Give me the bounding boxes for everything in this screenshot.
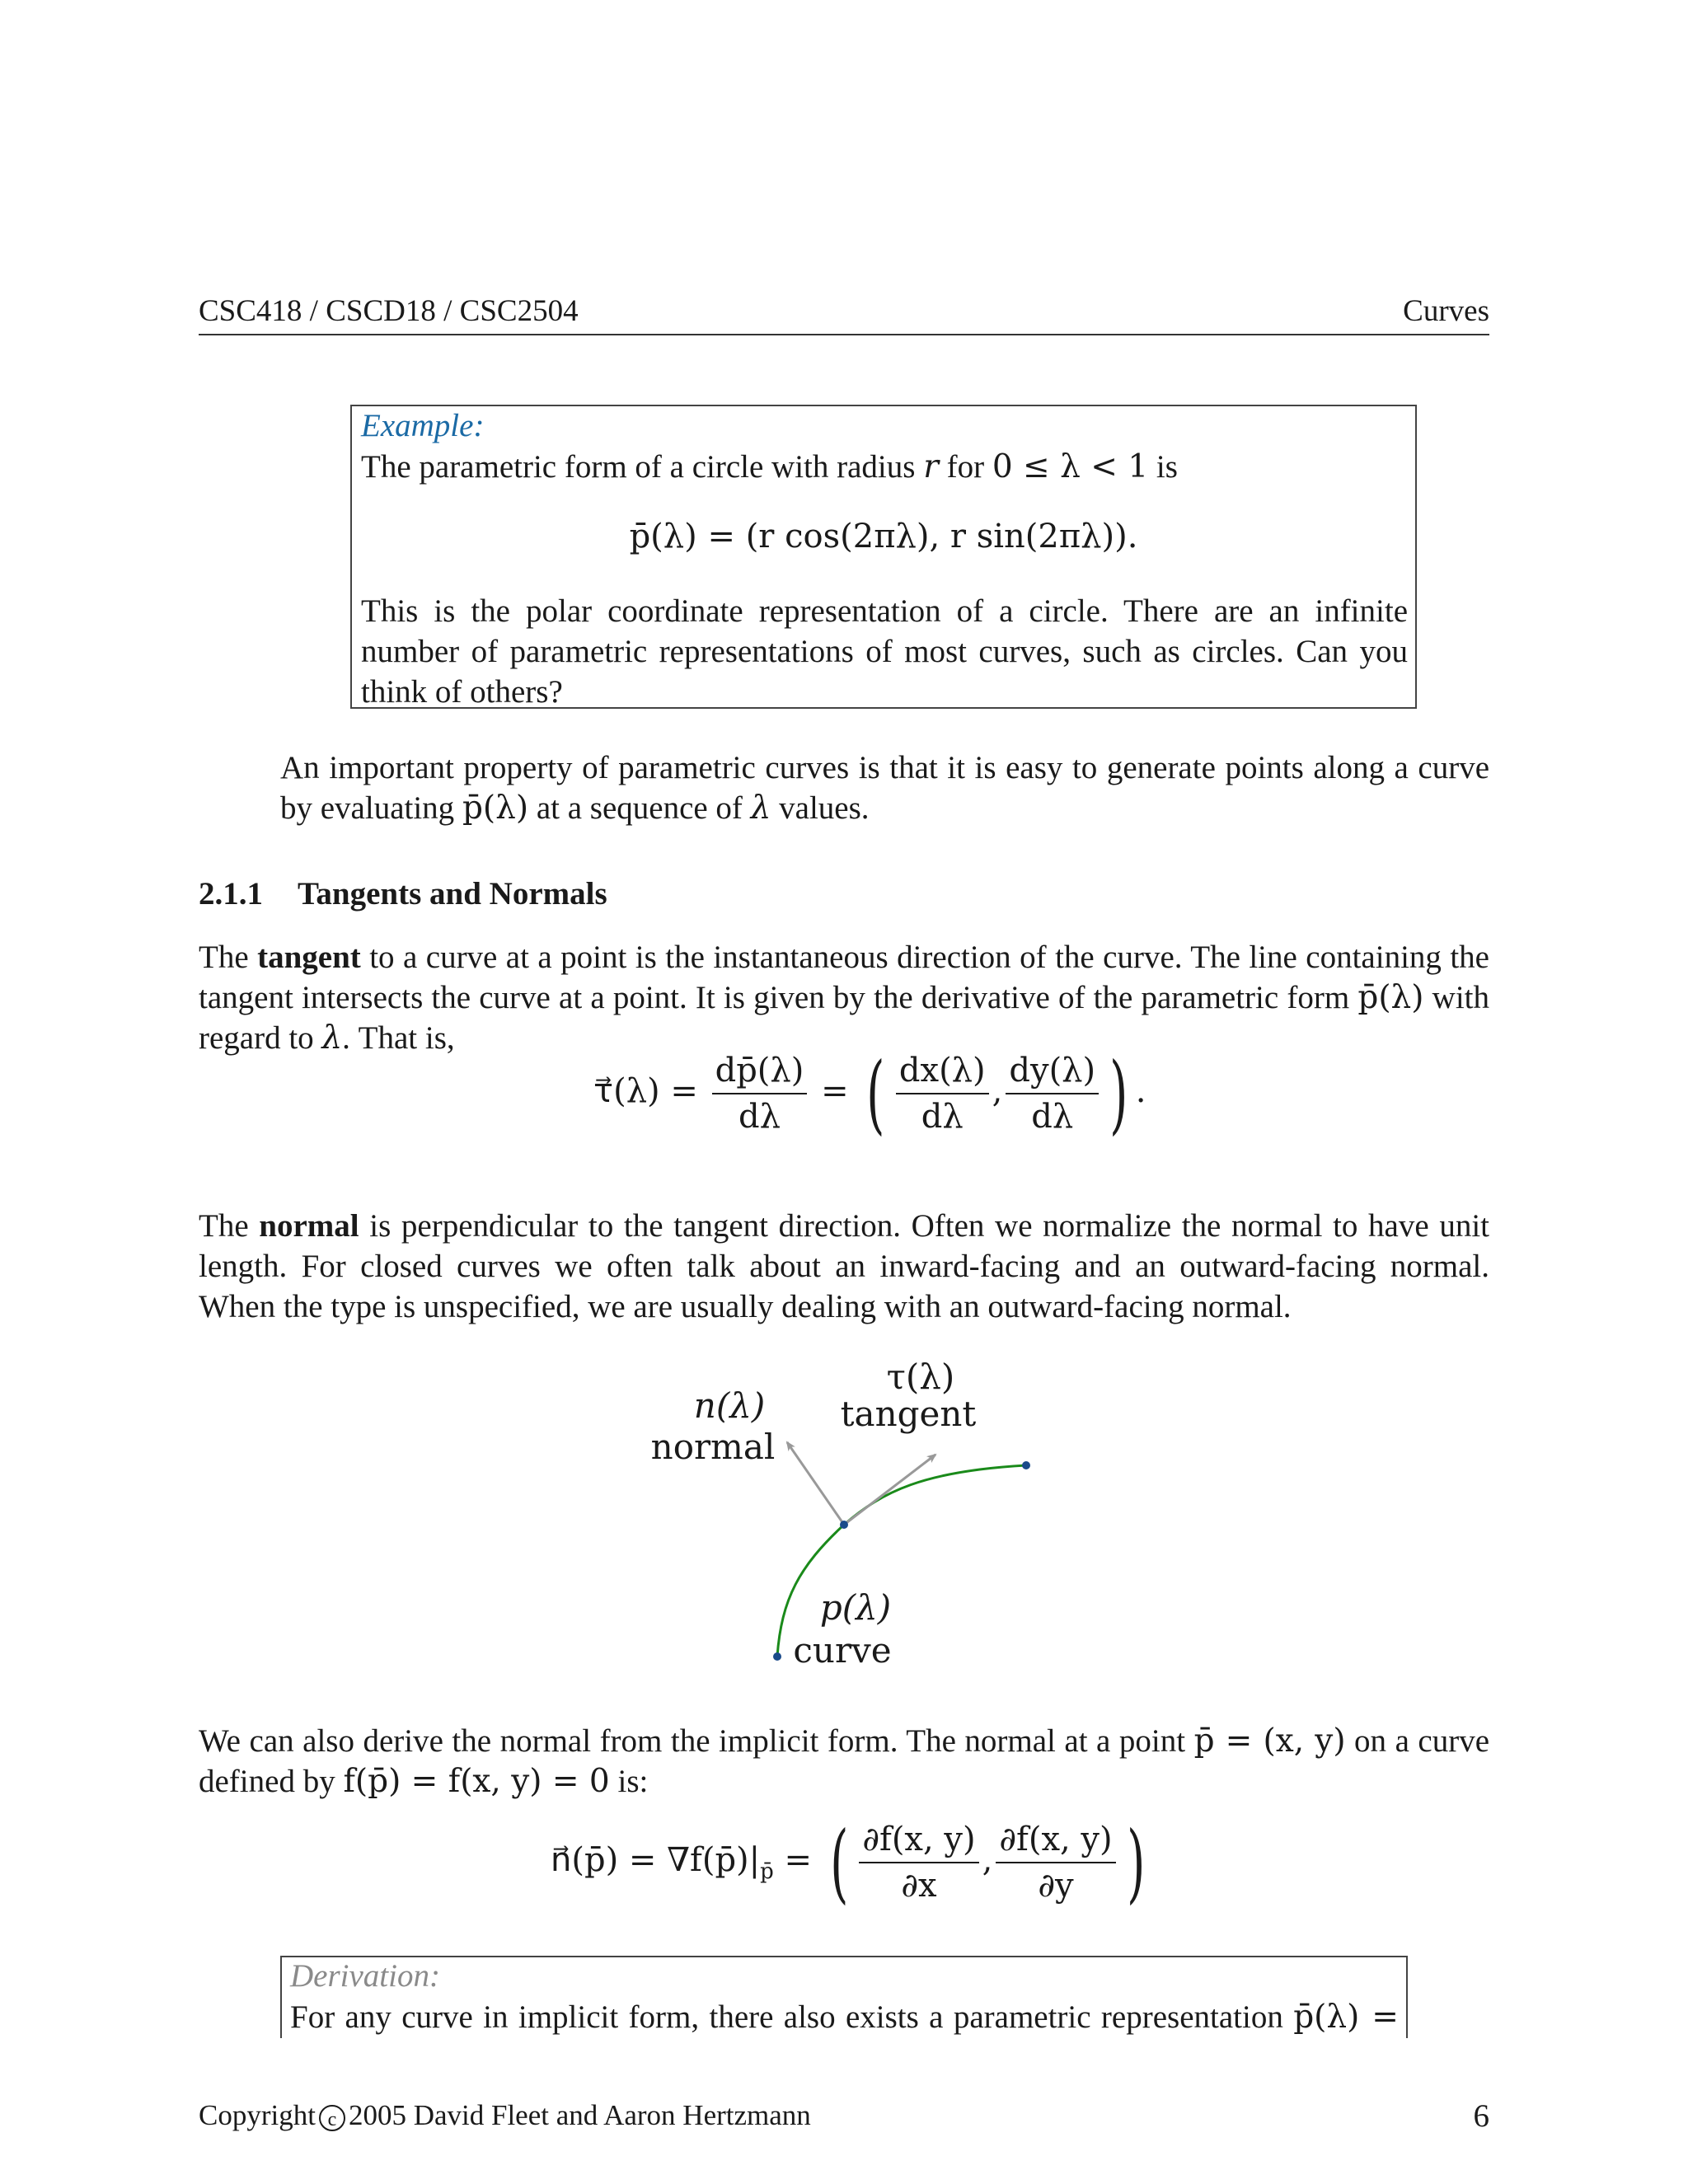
normal-eq-lhs: n⃗(p̄) = ∇f(p̄)|	[551, 1841, 761, 1879]
fraction-numerator: dy(λ)	[1006, 1052, 1099, 1094]
fraction-denominator: dλ	[921, 1098, 964, 1136]
radius-symbol: r	[923, 448, 939, 485]
circle-equation-text: p̄(λ) = (r cos(2πλ), r sin(2πλ)).	[629, 518, 1138, 555]
normal-label: normal	[650, 1427, 776, 1467]
right-paren: )	[1126, 1812, 1146, 1913]
text-segment: to a curve at a point is the instantaneous direction of the curve. The line containing the tangent intersects the curve at a point. It is given by the derivative of the parametric form	[199, 940, 1489, 1015]
curve-end-point	[1022, 1461, 1030, 1469]
gradient-normal-equation	[551, 1812, 1152, 1913]
tangent-eq-fraction-1	[712, 1052, 808, 1136]
fraction-denominator: dλ	[738, 1098, 781, 1136]
fraction-denominator: dλ	[1031, 1098, 1074, 1136]
circle-equation	[350, 517, 1417, 555]
fraction-numerator: dp̄(λ)	[712, 1052, 808, 1094]
section-heading	[199, 875, 607, 912]
example-intro-text-mid: for	[938, 449, 992, 485]
example-paragraph: This is the polar coordinate representation of a circle. There are an infinite number of parametric representations of most curves, such as circles. Can you think of others?	[361, 593, 1408, 710]
example-intro-text: The parametric form of a circle with radius	[361, 449, 924, 485]
header-rule	[199, 334, 1489, 335]
normal-eq-subscript: p̄	[760, 1859, 774, 1884]
running-header-chapter: Curves	[1403, 294, 1489, 328]
math-lambda: λ	[750, 790, 771, 827]
text-segment: We can also derive the normal from the implicit form. The normal at a point	[199, 1723, 1194, 1759]
curve-line	[777, 1465, 1026, 1657]
period: .	[1135, 1072, 1146, 1110]
example-intro-text-end: is	[1148, 449, 1178, 485]
curve-label: curve	[793, 1630, 892, 1671]
derivation-first-line	[290, 1997, 1399, 2037]
term-normal: normal	[259, 1208, 359, 1244]
text-segment: on a curve defined by	[199, 1723, 1490, 1799]
text-segment: . That is,	[342, 1020, 455, 1056]
curve-point	[840, 1521, 848, 1529]
curve-symbol: p(λ)	[819, 1587, 892, 1628]
text-segment: is:	[609, 1764, 649, 1799]
section-title: Tangents and Normals	[298, 876, 607, 912]
running-header-course: CSC418 / CSCD18 / CSC2504	[199, 294, 579, 328]
normal-eq-fraction-1	[859, 1821, 978, 1905]
equals-sign: =	[821, 1072, 849, 1110]
derivation-label: Derivation:	[290, 1958, 440, 1994]
footer-copyright	[199, 2099, 811, 2132]
paragraph-important-property	[280, 748, 1489, 828]
text-segment: with regard to	[199, 980, 1489, 1056]
text-segment: The	[199, 1208, 260, 1244]
term-tangent: tangent	[257, 940, 361, 975]
example-label: Example:	[361, 408, 485, 443]
section-number: 2.1.1	[199, 876, 263, 912]
text-segment: An important property of parametric curves is that it is easy to generate points along a curve by evaluating	[280, 750, 1489, 826]
tangent-eq-fraction-2	[896, 1052, 989, 1136]
left-paren: (	[866, 1043, 885, 1144]
math-point: p̄ = (x, y)	[1193, 1722, 1346, 1760]
tangent-eq-lhs: τ⃗(λ) =	[593, 1072, 698, 1110]
text-segment: The	[199, 940, 258, 975]
comma: ,	[992, 1072, 1003, 1110]
tangent-normal-figure	[610, 1352, 1088, 1698]
lambda-range: 0 ≤ λ < 1	[992, 448, 1149, 485]
fraction-denominator: ∂x	[901, 1867, 937, 1905]
tangent-eq-fraction-3	[1006, 1052, 1099, 1136]
tangent-arrow	[844, 1455, 935, 1525]
math-p-lambda: p̄(λ)	[1357, 979, 1424, 1016]
copyright-holders: 2005 David Fleet and Aaron Hertzmann	[348, 2099, 811, 2131]
copyright-icon: c	[319, 2105, 345, 2131]
fraction-numerator: dx(λ)	[896, 1052, 989, 1094]
text-segment: is perpendicular to the tangent direction. Often we normalize the normal to have unit length. For closed curves we often talk about an inward-facing and an outward-facing normal. When the type is unspecified, we are usually dealing with an outward-facing normal.	[199, 1208, 1489, 1324]
normal-symbol: n(λ)	[693, 1385, 766, 1426]
paragraph-implicit-normal	[199, 1721, 1489, 1802]
copyright-text: Copyright	[199, 2099, 316, 2131]
paragraph-normal	[199, 1206, 1489, 1327]
tangent-symbol: τ(λ)	[886, 1357, 955, 1397]
left-paren: (	[829, 1812, 849, 1913]
curve-start-point	[773, 1652, 781, 1661]
right-paren: )	[1109, 1043, 1128, 1144]
math-lambda: λ	[321, 1019, 343, 1057]
math-p-lambda: p̄(λ) =	[1293, 1999, 1399, 2036]
math-implicit-function: f(p̄) = f(x, y) = 0	[343, 1763, 610, 1800]
fraction-numerator: ∂f(x, y)	[996, 1821, 1115, 1863]
equals-sign: =	[773, 1841, 813, 1879]
normal-arrow	[787, 1442, 844, 1525]
text-segment: values.	[771, 790, 870, 826]
example-intro-line	[361, 447, 1178, 487]
tangent-equation	[593, 1043, 1146, 1144]
fraction-numerator: ∂f(x, y)	[859, 1821, 978, 1863]
text-segment: For any curve in implicit form, there also exists a parametric representation	[290, 1999, 1294, 2035]
paragraph-tangent	[199, 937, 1489, 1058]
page-number: 6	[1473, 2098, 1489, 2134]
comma: ,	[982, 1841, 993, 1879]
tangent-label: tangent	[840, 1394, 977, 1434]
math-p-lambda: p̄(λ)	[462, 790, 529, 827]
fraction-denominator: ∂y	[1038, 1867, 1074, 1905]
normal-eq-fraction-2	[996, 1821, 1115, 1905]
text-segment: at a sequence of	[528, 790, 751, 826]
